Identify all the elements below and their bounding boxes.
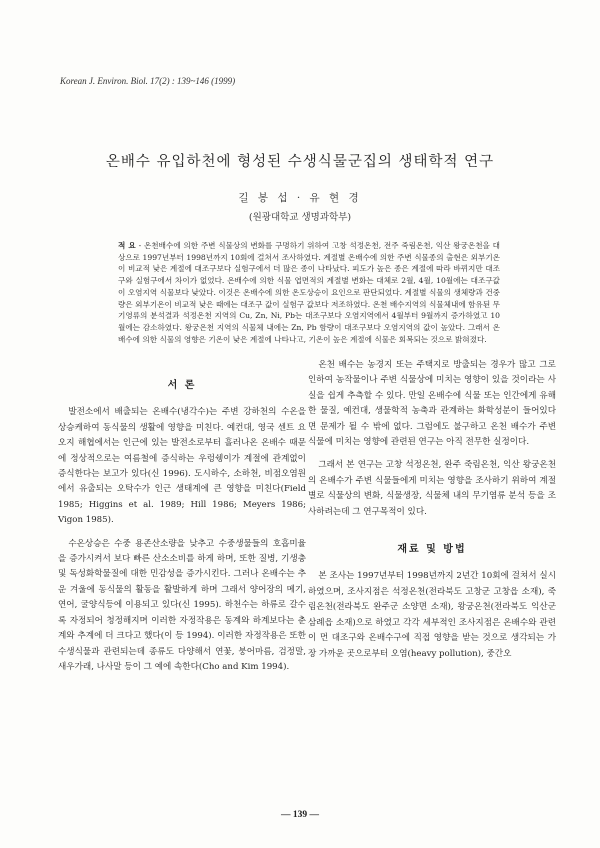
paper-title: 온배수 유입하천에 형성된 수생식물군집의 생태학적 연구 [105,154,495,170]
right-column [308,358,556,662]
intro-paragraph-1: 발전소에서 배출되는 온배수(냉각수)는 주변 강하천의 수온을 상승케하여 동식물의 생활에 영향을 미친다. 예컨대, 영국 센트 요오지 해협에서는 인근에 있는 발전소로부터 흘러나온 온배수 때문에 정상적으로는 여름철에 증식하는 우렁쉥이가 계절에 관계없이 증식한다는 보고가 있다(신 1996). 도시하수, 소하천, 비점오염원에서 유출되는 오탁수가 인근 생태계에 큰 영향을 미친다(Field 1985; Higgins et al. 1989; Hill 1986; Meyers 1986; Vigon 1985). [58,407,306,526]
abstract-block [118,240,500,345]
author-list: 길 봉 섭 · 유 현 경 [238,192,362,204]
methods-paragraph-1: 본 조사는 1997년부터 1998년까지 2년간 10회에 걸쳐서 실시하였으며, 조사지점은 석정온천(전라북도 고창군 고창읍 소재), 죽림온천(전라북도 완주군 소양면 소재), 왕궁온천(전라북도 익산군 삼례읍 소재)으로 하였고 각각 세부적인 조사지점은 온배수와 관련이 먼 대조구와 온배수구에 직접 영향을 받는 것으로 생각되는 가장 가까운 곳으로부터 오염(heavy pollution), 중간오 [308,571,556,659]
left-column [58,358,306,675]
methods-heading: 재료 및 방법 [397,544,467,556]
intro-heading: 서 론 [167,380,197,391]
journal-citation: Korean J. Environ. Biol. 17(2) : 139~146 (1999) [60,76,236,86]
intro-paragraph-3: 온천 배수는 농경지 또는 주택지로 방출되는 경우가 많고 그로 인하여 농작물이나 주변 식물상에 미치는 영향이 있을 것이라는 사실을 쉽게 추측할 수 있다. 만일 온배수에 식물 또는 인간에게 유해한 물질, 예컨대, 생물학적 농축과 관계하는 화학성분이 들어있다면 문제가 될 수 밖에 없다. 그럼에도 불구하고 온천 배수가 주변 식물에 미치는 영향에 관련된 연구는 아직 전무한 실정이다. [308,360,556,448]
page-number: — 139 — [281,810,319,820]
author-affiliation: (원광대학교 생명과학부) [248,212,352,223]
abstract-label: 적 요 [118,241,136,250]
abstract-text: - 온천배수에 의한 주변 식물상의 변화를 구명하기 위하여 고창 석정온천, 전주 죽림온천, 익산 왕궁온천을 대상으로 1997년부터 1998년까지 10회에 걸쳐서 조사하였다. 계절별 온배수에 의한 주변 식물종의 출현은 외부기온이 비교적 낮은 계절에 대조구보다 실험구에서 더 많은 종이 나타났다. 피도가 높은 종은 계절에 따라 바뀌지만 대조구와 실험구에서 차이가 없었다. 온배수에 의한 식물 엽면적의 계절별 변화는 대체로 2월, 4월, 10월에는 대조구값이 오염지역 식물보다 낮았다. 이것은 온배수에 의한 온도상승이 요인으로 판단되었다. 계절별 식물의 생체량과 건중량은 외부기온이 비교적 낮은 때에는 대조구 값이 실험구 값보다 저조하였다. 온천 배수지역의 식물체내에 함유된 무기영류의 분석결과 석정온천 지역의 Cu, Zn, Ni, Pb는 대조구보다 오염지역에서 4월부터 9월까지 증가하였고 10월에는 감소하였다. 왕궁온천 지역의 식물체 내에는 Zn, Pb 함량이 대조구보다 오염지역의 값이 높았다. 그래서 온배수에 의한 식물의 영향은 기온이 낮은 계절에 나타나고, 기온이 높은 계절에 식물은 회복되는 것으로 밝혀졌다. [118,241,500,344]
intro-paragraph-4: 그래서 본 연구는 고창 석정온천, 완주 죽림온천, 익산 왕궁온천의 온배수가 주변 식물들에게 미치는 영향을 조사하기 위하여 계절별로 식물상의 변화, 식물생장, 식물체 내의 무기염류 분석 등을 조사하려는데 그 연구목적이 있다. [308,460,556,517]
intro-paragraph-2: 수온상승은 수중 용존산소량을 낮추고 수중생물들의 호흡미율을 증가시켜서 보다 빠른 산소소비를 하게 하며, 또한 질병, 기생충 및 독성화학물질에 대한 민감성을 증가시킨다. 그러나 온배수는 추운 겨울에 동식물의 활동을 활발하게 하며 그래서 양어장의 메기, 연어, 굴양식등에 이용되고 있다(신 1995). 하천수는 하류로 갈수록 자정되어 청정해지며 이러한 자정작용은 동계와 하계보다는 춘계와 추계에 더 크다고 했다(이 등 1994). 이러한 자정작용은 또한 수생식물과 관련되는데 종류도 다양해서 연꽃, 붕어마름, 검정말, 새우가래, 나사말 등이 그 예에 속한다(Cho and Kim 1994). [58,538,306,672]
